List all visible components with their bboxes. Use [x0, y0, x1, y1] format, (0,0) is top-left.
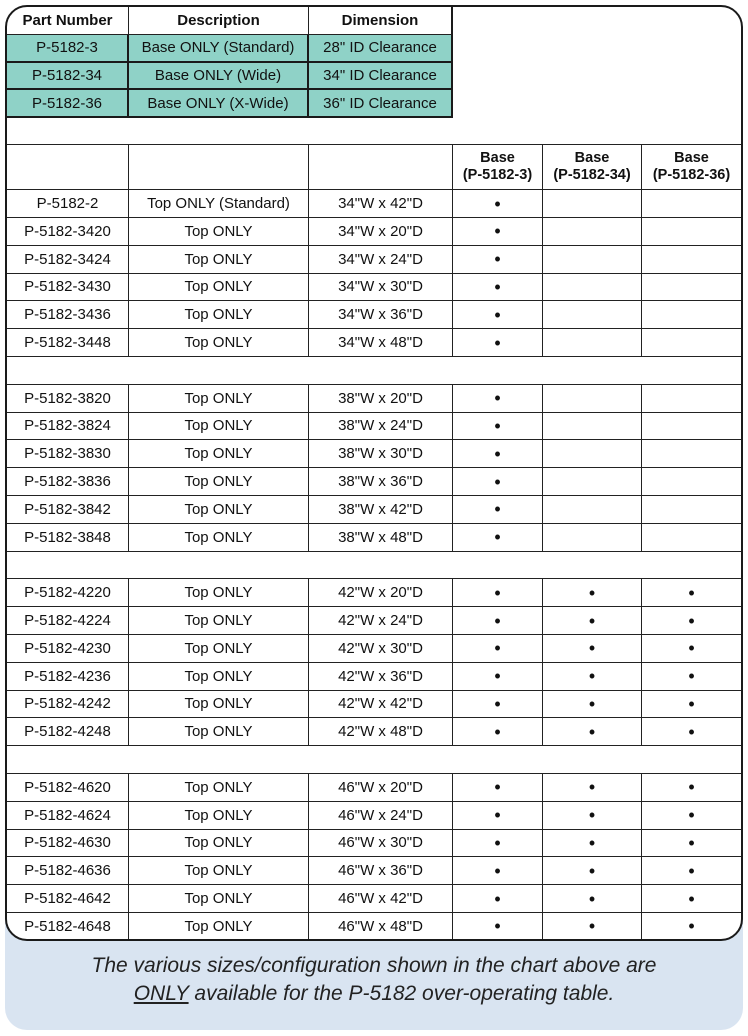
compatible-dot: • — [494, 805, 501, 826]
compatible-dot: • — [494, 388, 501, 409]
top-table-cell: Base ONLY (Wide) — [129, 63, 309, 91]
compat-mark-cell — [642, 190, 741, 218]
compatible-dot: • — [494, 721, 501, 742]
compat-mark-cell — [543, 190, 642, 218]
compat-table-cell: 34"W x 42"D — [309, 190, 453, 218]
compatible-dot: • — [494, 527, 501, 548]
compat-table-row — [7, 413, 741, 441]
parts-table-card — [5, 5, 743, 941]
compat-header-line-2: (P-5182-34) — [553, 167, 631, 184]
compat-table-cell: P-5182-4242 — [7, 691, 129, 719]
compat-mark-cell — [453, 718, 543, 746]
compat-table-cell: P-5182-4648 — [7, 913, 129, 941]
compat-table-cell: P-5182-4224 — [7, 607, 129, 635]
compat-mark-cell — [453, 190, 543, 218]
compat-table-cell: 38"W x 30"D — [309, 440, 453, 468]
compat-mark-cell — [453, 885, 543, 913]
compat-mark-cell — [453, 830, 543, 858]
compatible-dot: • — [688, 666, 695, 687]
compat-mark-cell — [642, 468, 741, 496]
compat-mark-cell — [642, 830, 741, 858]
compatible-dot: • — [688, 916, 695, 937]
compatible-dot: • — [688, 693, 695, 714]
compat-mark-cell — [543, 718, 642, 746]
compatible-dot: • — [688, 582, 695, 603]
compat-table-cell: 34"W x 20"D — [309, 218, 453, 246]
compat-table-cell: 38"W x 36"D — [309, 468, 453, 496]
compat-mark-cell — [642, 663, 741, 691]
footnote-emphasis: ONLY — [133, 982, 189, 1005]
compat-table-row — [7, 607, 741, 635]
compat-table-row — [7, 246, 741, 274]
compat-header-line-1: Base — [574, 150, 610, 167]
compat-table-cell: 42"W x 48"D — [309, 718, 453, 746]
compat-table-cell: 46"W x 20"D — [309, 774, 453, 802]
compatible-dot: • — [688, 888, 695, 909]
compat-table-cell: P-5182-3820 — [7, 385, 129, 413]
compat-table-cell: P-5182-3430 — [7, 274, 129, 302]
compat-table-cell: Top ONLY — [129, 718, 309, 746]
compat-table-cell: P-5182-3830 — [7, 440, 129, 468]
top-header-row — [7, 7, 741, 35]
top-table-cell: P-5182-36 — [7, 90, 129, 118]
compat-mark-cell — [453, 413, 543, 441]
compat-table-cell: P-5182-4624 — [7, 802, 129, 830]
compat-mark-cell — [453, 913, 543, 941]
compat-table-cell: P-5182-4230 — [7, 635, 129, 663]
compat-mark-cell — [453, 524, 543, 552]
compat-mark-cell — [453, 635, 543, 663]
compat-mark-cell — [543, 663, 642, 691]
compat-table-cell: P-5182-3448 — [7, 329, 129, 357]
compat-table-cell: 42"W x 42"D — [309, 691, 453, 719]
compat-table-cell: Top ONLY — [129, 274, 309, 302]
compat-header-line-2: (P-5182-3) — [462, 167, 533, 184]
compat-table-row — [7, 440, 741, 468]
compat-table-cell: Top ONLY — [129, 635, 309, 663]
top-header-cell: Dimension — [309, 7, 453, 35]
compat-table-cell: Top ONLY — [129, 246, 309, 274]
compatible-dot: • — [494, 777, 501, 798]
compatible-dot: • — [688, 638, 695, 659]
compat-table-cell: Top ONLY — [129, 301, 309, 329]
compat-mark-cell — [642, 802, 741, 830]
compat-table-cell: P-5182-4642 — [7, 885, 129, 913]
compat-table-row — [7, 274, 741, 302]
compatible-dot: • — [588, 721, 596, 742]
compat-mark-cell — [543, 329, 642, 357]
compatible-dot: • — [494, 666, 501, 687]
compat-mark-cell — [453, 329, 543, 357]
compat-table-row — [7, 301, 741, 329]
compatible-dot: • — [688, 832, 695, 853]
compat-table-cell: Top ONLY (Standard) — [129, 190, 309, 218]
compat-table-row — [7, 691, 741, 719]
top-table-cell: 36" ID Clearance — [309, 90, 453, 118]
compat-mark-cell — [453, 440, 543, 468]
compat-mark-cell — [453, 663, 543, 691]
compat-mark-cell — [453, 857, 543, 885]
compat-mark-cell — [453, 774, 543, 802]
compatible-dot: • — [494, 193, 501, 214]
compatible-dot: • — [494, 471, 501, 492]
compatible-dot: • — [494, 610, 501, 631]
compatible-dot: • — [494, 832, 501, 853]
compat-table-cell: 46"W x 24"D — [309, 802, 453, 830]
compat-table-cell: 42"W x 24"D — [309, 607, 453, 635]
compat-table-cell: 46"W x 48"D — [309, 913, 453, 941]
top-table-row — [7, 90, 741, 118]
compat-table-cell: Top ONLY — [129, 774, 309, 802]
compatible-dot: • — [688, 777, 695, 798]
compat-mark-cell — [453, 579, 543, 607]
compatible-dot: • — [494, 638, 501, 659]
section-spacer — [7, 118, 741, 145]
compatible-dot: • — [688, 860, 695, 881]
compat-mark-cell — [453, 385, 543, 413]
compat-mark-cell — [543, 385, 642, 413]
compat-mark-cell — [642, 524, 741, 552]
compat-mark-cell — [642, 579, 741, 607]
footnote — [5, 952, 743, 1008]
compat-mark-cell — [543, 802, 642, 830]
compat-mark-cell — [543, 496, 642, 524]
compat-table-cell: Top ONLY — [129, 913, 309, 941]
compat-mark-cell — [543, 440, 642, 468]
compat-table-cell: P-5182-3836 — [7, 468, 129, 496]
compat-table-cell: 38"W x 20"D — [309, 385, 453, 413]
compatible-dot: • — [588, 693, 596, 714]
compat-table-cell: P-5182-3420 — [7, 218, 129, 246]
compat-mark-cell — [642, 246, 741, 274]
compat-mark-cell — [543, 413, 642, 441]
compat-table-cell: Top ONLY — [129, 329, 309, 357]
compat-mark-cell — [642, 413, 741, 441]
top-table-row — [7, 63, 741, 91]
compat-table-cell: Top ONLY — [129, 468, 309, 496]
compatible-dot: • — [588, 777, 596, 798]
compat-header-cell — [309, 145, 453, 190]
compat-header-cell — [453, 145, 543, 190]
compat-table-cell: 42"W x 30"D — [309, 635, 453, 663]
compat-mark-cell — [543, 524, 642, 552]
compat-table-cell: Top ONLY — [129, 440, 309, 468]
compat-mark-cell — [642, 607, 741, 635]
compat-table-cell: 42"W x 20"D — [309, 579, 453, 607]
compat-table-cell: Top ONLY — [129, 802, 309, 830]
compat-table-cell: Top ONLY — [129, 691, 309, 719]
footnote-line-2-rest: available for the P-5182 over-operating table. — [188, 982, 615, 1005]
compatible-dot: • — [588, 916, 596, 937]
compat-mark-cell — [543, 274, 642, 302]
compat-table-row — [7, 663, 741, 691]
compatible-dot: • — [494, 916, 501, 937]
compat-table-cell: P-5182-4236 — [7, 663, 129, 691]
compat-header-cell — [129, 145, 309, 190]
compat-table-cell: 46"W x 42"D — [309, 885, 453, 913]
compat-table-cell: P-5182-3848 — [7, 524, 129, 552]
compat-table-row — [7, 385, 741, 413]
compat-mark-cell — [543, 885, 642, 913]
compat-mark-cell — [642, 274, 741, 302]
compatible-dot: • — [494, 888, 501, 909]
compat-table-cell: 42"W x 36"D — [309, 663, 453, 691]
compat-mark-cell — [642, 440, 741, 468]
compat-mark-cell — [543, 218, 642, 246]
compatible-dot: • — [494, 860, 501, 881]
compat-mark-cell — [543, 774, 642, 802]
top-header-cell: Part Number — [7, 7, 129, 35]
compat-mark-cell — [642, 301, 741, 329]
compatible-dot: • — [494, 582, 501, 603]
compat-mark-cell — [453, 301, 543, 329]
compat-table-cell: Top ONLY — [129, 607, 309, 635]
compat-table-row — [7, 802, 741, 830]
compatible-dot: • — [588, 638, 596, 659]
group-spacer — [7, 746, 741, 774]
footnote-line-1: The various sizes/configuration shown in the chart above are — [91, 954, 657, 977]
compatible-dot: • — [494, 693, 501, 714]
compat-mark-cell — [453, 218, 543, 246]
compatible-dot: • — [588, 832, 596, 853]
top-table-cell: P-5182-3 — [7, 35, 129, 63]
compat-table-cell: P-5182-4620 — [7, 774, 129, 802]
compat-mark-cell — [543, 913, 642, 941]
compatible-dot: • — [588, 860, 596, 881]
compat-header-line-1: Base — [674, 150, 709, 167]
top-table-cell: Base ONLY (Standard) — [129, 35, 309, 63]
compat-header-row — [7, 145, 741, 190]
compatible-dot: • — [688, 610, 695, 631]
compat-table-row — [7, 857, 741, 885]
compatible-dot: • — [494, 499, 501, 520]
top-table-cell: 28" ID Clearance — [309, 35, 453, 63]
compatible-dot: • — [588, 888, 596, 909]
top-table-cell: P-5182-34 — [7, 63, 129, 91]
compat-table-cell: P-5182-3436 — [7, 301, 129, 329]
compat-table-row — [7, 218, 741, 246]
footnote-line-2 — [5, 980, 743, 1008]
compat-mark-cell — [453, 691, 543, 719]
compat-mark-cell — [543, 830, 642, 858]
compat-table-row — [7, 190, 741, 218]
compat-header-cell — [642, 145, 741, 190]
top-table-row — [7, 35, 741, 63]
compat-table-row — [7, 496, 741, 524]
compat-table-cell: 46"W x 30"D — [309, 830, 453, 858]
compatible-dot: • — [494, 221, 501, 242]
compat-table-cell: 38"W x 42"D — [309, 496, 453, 524]
compat-table-row — [7, 579, 741, 607]
compat-mark-cell — [543, 246, 642, 274]
compat-table-cell: Top ONLY — [129, 385, 309, 413]
compatible-dot: • — [588, 582, 596, 603]
compat-mark-cell — [453, 468, 543, 496]
compat-table-row — [7, 913, 741, 941]
compat-mark-cell — [642, 691, 741, 719]
compat-mark-cell — [453, 802, 543, 830]
compat-table-row — [7, 329, 741, 357]
compat-table-row — [7, 830, 741, 858]
compat-mark-cell — [543, 635, 642, 663]
compat-table-cell: Top ONLY — [129, 885, 309, 913]
compatible-dot: • — [494, 304, 501, 325]
compatible-dot: • — [494, 249, 501, 270]
compat-mark-cell — [543, 468, 642, 496]
compat-mark-cell — [453, 246, 543, 274]
compat-header-line-2: (P-5182-36) — [652, 167, 731, 184]
compat-mark-cell — [453, 496, 543, 524]
top-header-cell: Description — [129, 7, 309, 35]
compat-mark-cell — [642, 913, 741, 941]
compat-mark-cell — [642, 885, 741, 913]
compat-mark-cell — [642, 718, 741, 746]
compat-table-cell: 34"W x 24"D — [309, 246, 453, 274]
compat-table-cell: P-5182-3824 — [7, 413, 129, 441]
compat-header-cell — [7, 145, 129, 190]
compat-mark-cell — [642, 218, 741, 246]
compat-mark-cell — [642, 857, 741, 885]
compatible-dot: • — [494, 332, 501, 353]
compat-header-cell — [543, 145, 642, 190]
compat-table-cell: Top ONLY — [129, 857, 309, 885]
compat-table-row — [7, 885, 741, 913]
compat-table-cell: Top ONLY — [129, 579, 309, 607]
compatible-dot: • — [588, 666, 596, 687]
compat-mark-cell — [543, 857, 642, 885]
compat-table-cell: P-5182-4220 — [7, 579, 129, 607]
compat-mark-cell — [543, 301, 642, 329]
compat-table-cell: Top ONLY — [129, 663, 309, 691]
compat-table-cell: Top ONLY — [129, 496, 309, 524]
compat-table-cell: P-5182-2 — [7, 190, 129, 218]
compat-mark-cell — [642, 385, 741, 413]
compat-table-cell: 34"W x 30"D — [309, 274, 453, 302]
compat-table-cell: 38"W x 24"D — [309, 413, 453, 441]
compatible-dot: • — [588, 805, 596, 826]
compat-table-cell: Top ONLY — [129, 524, 309, 552]
compat-table-cell: P-5182-4636 — [7, 857, 129, 885]
compat-mark-cell — [543, 607, 642, 635]
compat-mark-cell — [453, 607, 543, 635]
compat-table-cell: Top ONLY — [129, 218, 309, 246]
compat-mark-cell — [642, 496, 741, 524]
compat-mark-cell — [543, 579, 642, 607]
compat-mark-cell — [642, 635, 741, 663]
compat-mark-cell — [453, 274, 543, 302]
compat-table-cell: Top ONLY — [129, 413, 309, 441]
compat-table-cell: P-5182-3424 — [7, 246, 129, 274]
compat-table-row — [7, 635, 741, 663]
compat-table-row — [7, 718, 741, 746]
compat-table-row — [7, 774, 741, 802]
compat-table-cell: P-5182-3842 — [7, 496, 129, 524]
compat-table-cell: P-5182-4630 — [7, 830, 129, 858]
compat-header-line-1: Base — [480, 150, 515, 167]
compat-table-cell: 34"W x 48"D — [309, 329, 453, 357]
compatible-dot: • — [588, 610, 596, 631]
compat-mark-cell — [642, 329, 741, 357]
compat-mark-cell — [642, 774, 741, 802]
compat-table-cell: 46"W x 36"D — [309, 857, 453, 885]
compat-table-row — [7, 524, 741, 552]
compat-table-cell: P-5182-4248 — [7, 718, 129, 746]
top-table-cell: Base ONLY (X-Wide) — [129, 90, 309, 118]
compat-table-row — [7, 468, 741, 496]
compatible-dot: • — [494, 276, 501, 297]
compatible-dot: • — [688, 805, 695, 826]
compat-table-cell: 38"W x 48"D — [309, 524, 453, 552]
compatible-dot: • — [494, 415, 501, 436]
group-spacer — [7, 552, 741, 580]
top-table-cell: 34" ID Clearance — [309, 63, 453, 91]
compat-mark-cell — [543, 691, 642, 719]
compat-table-cell: 34"W x 36"D — [309, 301, 453, 329]
compatible-dot: • — [494, 443, 501, 464]
compat-table-cell: Top ONLY — [129, 830, 309, 858]
compatible-dot: • — [688, 721, 695, 742]
group-spacer — [7, 357, 741, 385]
